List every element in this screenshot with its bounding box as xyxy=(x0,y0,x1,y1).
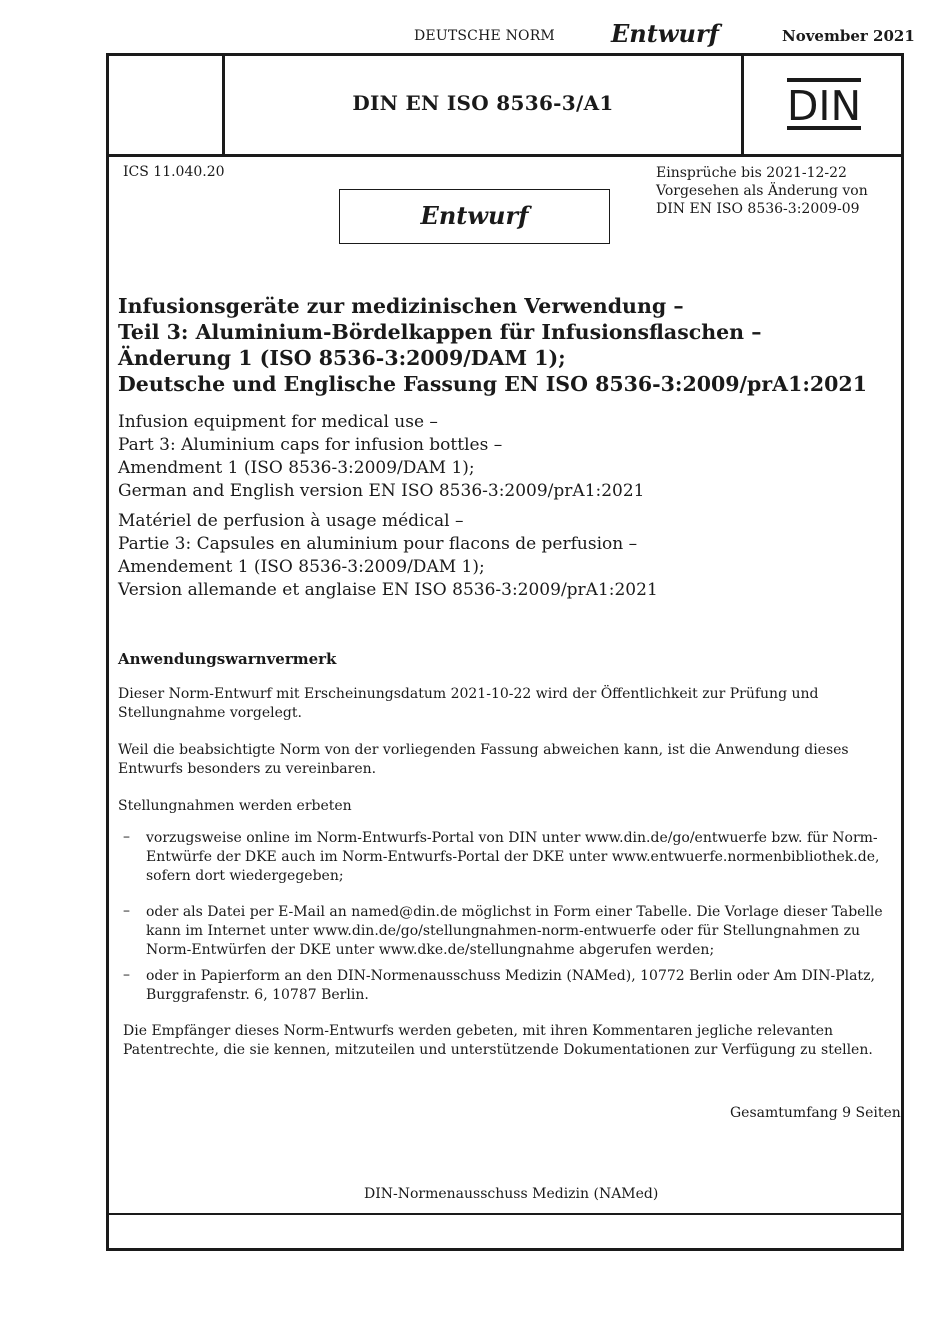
header-right-divider xyxy=(741,56,744,154)
ics-code: ICS 11.040.20 xyxy=(123,164,225,180)
bullet-marker: – xyxy=(123,903,130,919)
warning-paragraph-2: Weil die beabsichtigte Norm von der vorliegenden Fassung abweichen kann, ist die Anwendung dieses Entwurfs besonders zu vereinbaren. xyxy=(118,742,849,777)
committee-name: DIN-Normenausschuss Medizin (NAMed) xyxy=(364,1186,659,1202)
title-en-line: Amendment 1 (ISO 8536-3:2009/DAM 1); xyxy=(118,458,475,478)
title-fr-line: Matériel de perfusion à usage médical – xyxy=(118,511,464,531)
objection-info xyxy=(656,164,896,218)
bullet-marker: – xyxy=(123,829,130,845)
draft-box-label: Entwurf xyxy=(420,201,529,230)
bullet-marker: – xyxy=(123,967,130,983)
title-fr-line: Partie 3: Capsules en aluminium pour flacons de perfusion – xyxy=(118,534,638,554)
title-de-line: Infusionsgeräte zur medizinischen Verwendung – xyxy=(118,294,684,318)
objection-deadline: Einsprüche bis 2021-12-22 xyxy=(656,165,847,181)
warning-paragraph-3: Stellungnahmen werden erbeten xyxy=(118,798,352,814)
title-en-line: Part 3: Aluminium caps for infusion bottles – xyxy=(118,435,503,455)
publication-date: November 2021 xyxy=(782,27,915,45)
bullet-item: oder als Datei per E-Mail an named@din.de möglichst in Form einer Tabelle. Die Vorlage dieser Tabelle kann im Internet unter www.din.de/go/stellungnahmen-norm-entwuerfe oder für Stellungnahmen zu Norm-Entwürfen der DKE unter www.dke.de/stellungnahme abgerufen werden; xyxy=(146,904,883,958)
bullet-item: oder in Papierform an den DIN-Normenausschuss Medizin (NAMed), 10772 Berlin oder Am DIN-Platz, Burggrafenstr. 6, 10787 Berlin. xyxy=(146,968,875,1003)
series-label: DEUTSCHE NORM xyxy=(414,28,555,44)
document-number: DIN EN ISO 8536-3/A1 xyxy=(352,91,614,115)
title-en-line: Infusion equipment for medical use – xyxy=(118,412,438,432)
din-logo xyxy=(785,78,863,134)
page-count: Gesamtumfang 9 Seiten xyxy=(730,1105,901,1121)
draft-status-label: Entwurf xyxy=(611,19,719,48)
amendment-line-2: DIN EN ISO 8536-3:2009-09 xyxy=(656,201,860,217)
din-logo-text: DIN xyxy=(786,82,862,130)
warning-paragraph-1: Dieser Norm-Entwurf mit Erscheinungsdatum 2021-10-22 wird der Öffentlichkeit zur Prüfung und Stellungnahme vorgelegt. xyxy=(118,686,819,721)
amendment-line-1: Vorgesehen als Änderung von xyxy=(656,183,868,199)
warning-paragraph-4: Die Empfänger dieses Norm-Entwurfs werden gebeten, mit ihren Kommentaren jegliche relevanten Patentrechte, die sie kennen, mitzuteilen und unterstützende Dokumentationen zur Verfügung zu stellen. xyxy=(123,1023,873,1058)
footer-divider xyxy=(109,1213,901,1215)
title-de-line: Deutsche und Englische Fassung EN ISO 8536-3:2009/prA1:2021 xyxy=(118,372,867,396)
bullet-item: vorzugsweise online im Norm-Entwurfs-Portal von DIN unter www.din.de/go/entwuerfe bzw. für Norm-Entwürfe der DKE auch im Norm-Entwurfs-Portal der DKE unter www.entwuerfe.normenbibliothek.de, sofern dort wiedergegeben; xyxy=(146,830,880,884)
title-fr-line: Version allemande et anglaise EN ISO 8536-3:2009/prA1:2021 xyxy=(118,580,658,600)
title-fr-line: Amendement 1 (ISO 8536-3:2009/DAM 1); xyxy=(118,557,485,577)
warning-heading: Anwendungswarnvermerk xyxy=(118,650,337,668)
title-de-line: Änderung 1 (ISO 8536-3:2009/DAM 1); xyxy=(118,346,566,370)
title-en-line: German and English version EN ISO 8536-3:2009/prA1:2021 xyxy=(118,481,645,501)
header-frame xyxy=(106,53,904,157)
title-de-line: Teil 3: Aluminium-Bördelkappen für Infusionsflaschen – xyxy=(118,320,762,344)
draft-box xyxy=(339,189,610,244)
